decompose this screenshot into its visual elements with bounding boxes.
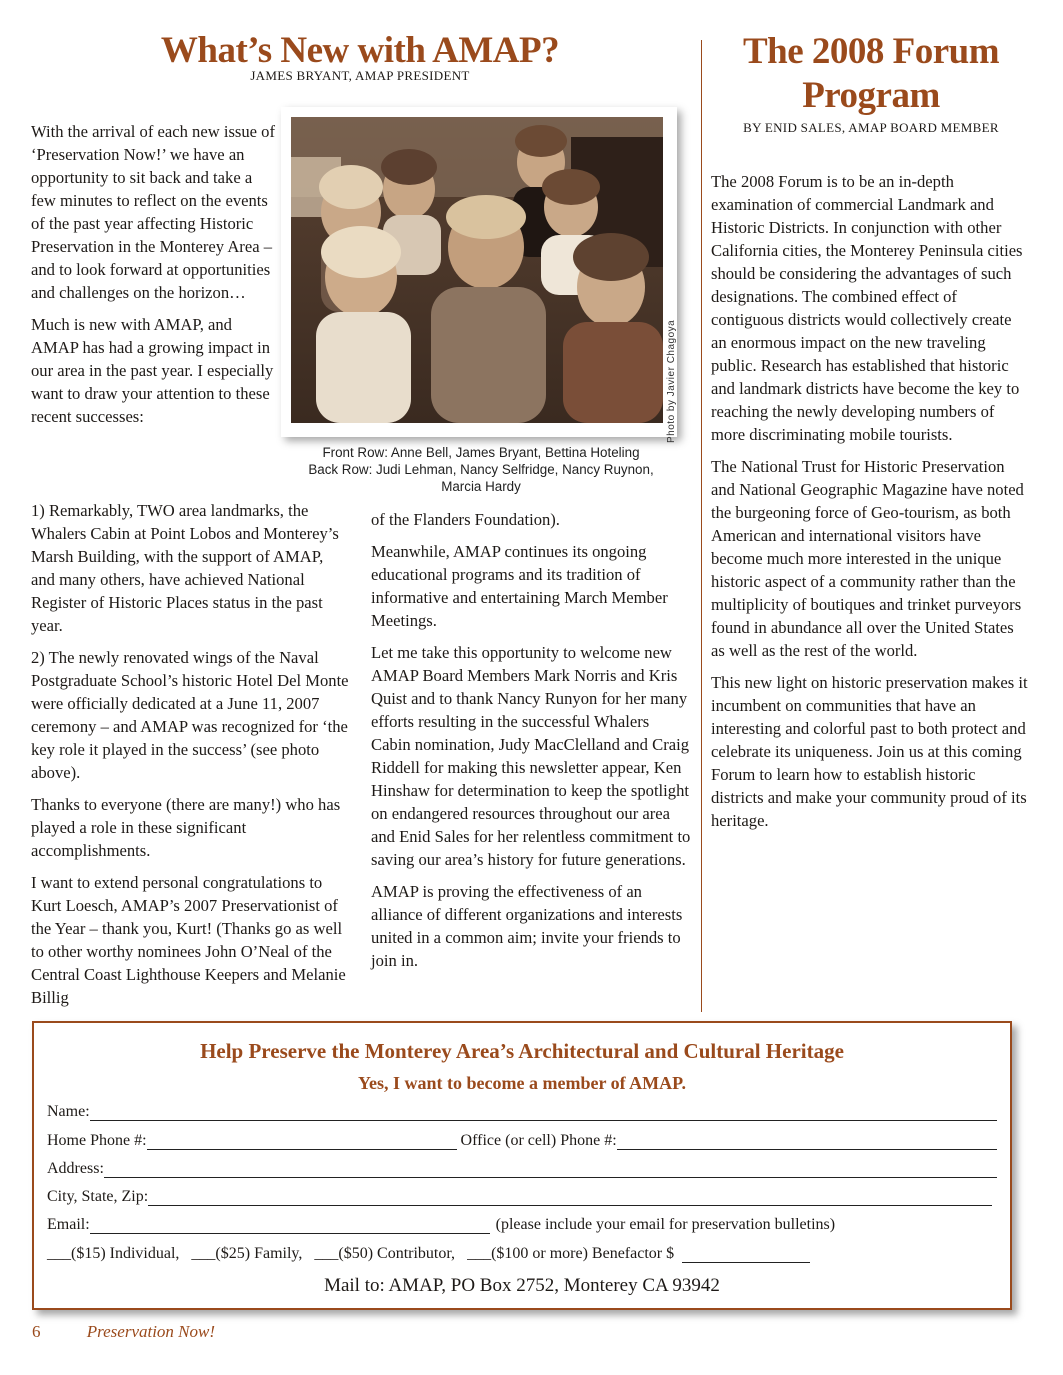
thanks-paragraph: Thanks to everyone (there are many!) who has played a role in these significant accomplishments.: [31, 795, 341, 860]
email-note: (please include your email for preservation bulletins): [495, 1216, 836, 1233]
email-row: [47, 1216, 997, 1234]
city-label: City, State, Zip:: [47, 1188, 149, 1205]
caption-line-front-row: Front Row: Anne Bell, James Bryant, Bettina Hoteling: [322, 445, 640, 460]
address-label: Address:: [47, 1160, 104, 1177]
level-family[interactable]: ___($25) Family,: [191, 1245, 303, 1262]
right-article-header: [710, 30, 1032, 136]
level-benefactor[interactable]: ___($100 or more) Benefactor $: [467, 1245, 675, 1262]
right-article-title-line-1: The 2008 Forum: [742, 31, 1000, 72]
welcome-paragraph: Let me take this opportunity to welcome new AMAP Board Members Mark Norris and Kris Quist and to thank Nancy Runyon for her many efforts resulting in the successful Whalers Cabin nomination, Judy MacClelland and Craig Riddell for making this newsletter appear, Ken Hinshaw for determination to keep the spotlight on endangered resources throughout our area and Enid Sales for her relentless commitment to saving our area’s history for future generations.: [371, 643, 691, 869]
forum-paragraph-1: The 2008 Forum is to be an in-depth examination of commercial Landmark and Historic Districts. In conjunction with other California cities, the Monterey Peninsula cities should be considering the advantages of such designations. The combined effect of contiguous districts would collectively create an enormous impact on the new traveling public. Research has established that historic and landmark districts have become the key to reaching the newly developing numbers of more discriminating mobile tourists.: [711, 172, 1023, 444]
forum-paragraph-2: The National Trust for Historic Preservation and National Geographic Magazine have noted the burgeoning force of Geo-tourism, as both American and international visitors have become much more interested in the unique historic aspect of a community rather than the multiplicity of boutiques and trinket purveyors found in abundance all over the United States as well as the rest of the world.: [711, 457, 1024, 660]
home-phone-label: Home Phone #:: [47, 1132, 147, 1149]
name-field[interactable]: [90, 1104, 997, 1121]
caption-line-back-row: Back Row: Judi Lehman, Nancy Selfridge, Nancy Ruynon,: [308, 462, 654, 477]
office-phone-label: Office (or cell) Phone #:: [460, 1132, 617, 1149]
right-article-byline: BY ENID SALES, AMAP BOARD MEMBER: [743, 120, 999, 135]
left-article-header: [150, 30, 570, 84]
city-field[interactable]: [148, 1189, 992, 1206]
membership-levels-row: [47, 1245, 997, 1263]
photo-credit: Photo by Javier Chagoya: [666, 319, 677, 443]
membership-form: [32, 1021, 1012, 1310]
level-contributor[interactable]: ___($50) Contributor,: [314, 1245, 456, 1262]
page-number: 6: [32, 1322, 41, 1341]
right-article-title-line-2: Program: [802, 75, 940, 116]
email-field[interactable]: [90, 1217, 490, 1234]
name-row: [47, 1103, 997, 1121]
publication-name: Preservation Now!: [86, 1322, 216, 1341]
photo-caption: [283, 444, 679, 495]
column-divider: [701, 40, 702, 1012]
office-phone-field[interactable]: [617, 1133, 997, 1150]
alliance-paragraph: AMAP is proving the effectiveness of an alliance of different organizations and interests united in a common aim; invite your friends to join in.: [371, 882, 683, 970]
level-individual[interactable]: ___($15) Individual,: [47, 1245, 180, 1262]
page-footer: [32, 1322, 215, 1342]
intro-paragraph: With the arrival of each new issue of ‘Preservation Now!’ we have an opportunity to sit back and take a few minutes to reflect on the events of the past year affecting Historic Preservation in the Monterey Area – and to look forward at opportunities and challenges on the horizon…: [31, 122, 275, 302]
success-1-paragraph: 1) Remarkably, TWO area landmarks, the Whalers Cabin at Point Lobos and Monterey’s Marsh Building, with the support of AMAP, and many others, have achieved National Register of Historic Places status in the past year.: [31, 501, 339, 635]
left-article-title: What’s New with AMAP?: [160, 30, 560, 71]
left-article-byline: JAMES BRYANT, AMAP PRESIDENT: [250, 68, 470, 83]
membership-title: Help Preserve the Monterey Area’s Architectural and Cultural Heritage: [200, 1039, 844, 1063]
city-row: [47, 1188, 992, 1206]
benefactor-amount-field[interactable]: [682, 1246, 810, 1263]
group-photo: [291, 117, 663, 423]
home-phone-field[interactable]: [147, 1133, 457, 1150]
caption-line-continued: Marcia Hardy: [441, 479, 521, 494]
forum-paragraph-3: This new light on historic preservation makes it incumbent on communities that have an interesting and colorful past to both protect and celebrate its uniqueness. Join us at this coming Forum to learn how to establish historic districts and make your community proud of its heritage.: [711, 673, 1028, 830]
phone-row: [47, 1132, 997, 1150]
name-label: Name:: [47, 1103, 90, 1120]
right-article-body: [711, 170, 1031, 841]
address-row: [47, 1160, 997, 1178]
left-article-column-1: [31, 120, 276, 437]
left-article-column-1-lower: [31, 499, 351, 1018]
success-2-paragraph: 2) The newly renovated wings of the Naval Postgraduate School’s historic Hotel Del Monte were officially dedicated at a June 11, 2007 ceremony – and AMAP was recognized for ‘the key role it played in the success’ (see photo above).: [31, 648, 349, 782]
address-field[interactable]: [104, 1161, 997, 1178]
email-label: Email:: [47, 1216, 90, 1233]
congratulations-paragraph: I want to extend personal congratulations to Kurt Loesch, AMAP’s 2007 Preservationist of the Year – thank you, Kurt! (Thanks go as well to other worthy nominees John O’Neal of the Central Coast Lighthouse Keepers and Melanie Billig: [31, 873, 346, 1007]
programs-paragraph: Meanwhile, AMAP continues its ongoing educational programs and its tradition of informative and entertaining March Member Meetings.: [371, 542, 668, 630]
group-photo-frame: [281, 107, 677, 437]
mail-to-address: Mail to: AMAP, PO Box 2752, Monterey CA 93942: [324, 1275, 720, 1296]
impact-paragraph: Much is new with AMAP, and AMAP has had a growing impact in our area in the past year. I especially want to draw your attention to these recent successes:: [31, 315, 274, 426]
left-article-column-2: [371, 508, 691, 981]
right-article-title: [710, 30, 1032, 118]
membership-subtitle: Yes, I want to become a member of AMAP.: [358, 1073, 686, 1093]
flanders-paragraph: of the Flanders Foundation).: [371, 510, 560, 529]
